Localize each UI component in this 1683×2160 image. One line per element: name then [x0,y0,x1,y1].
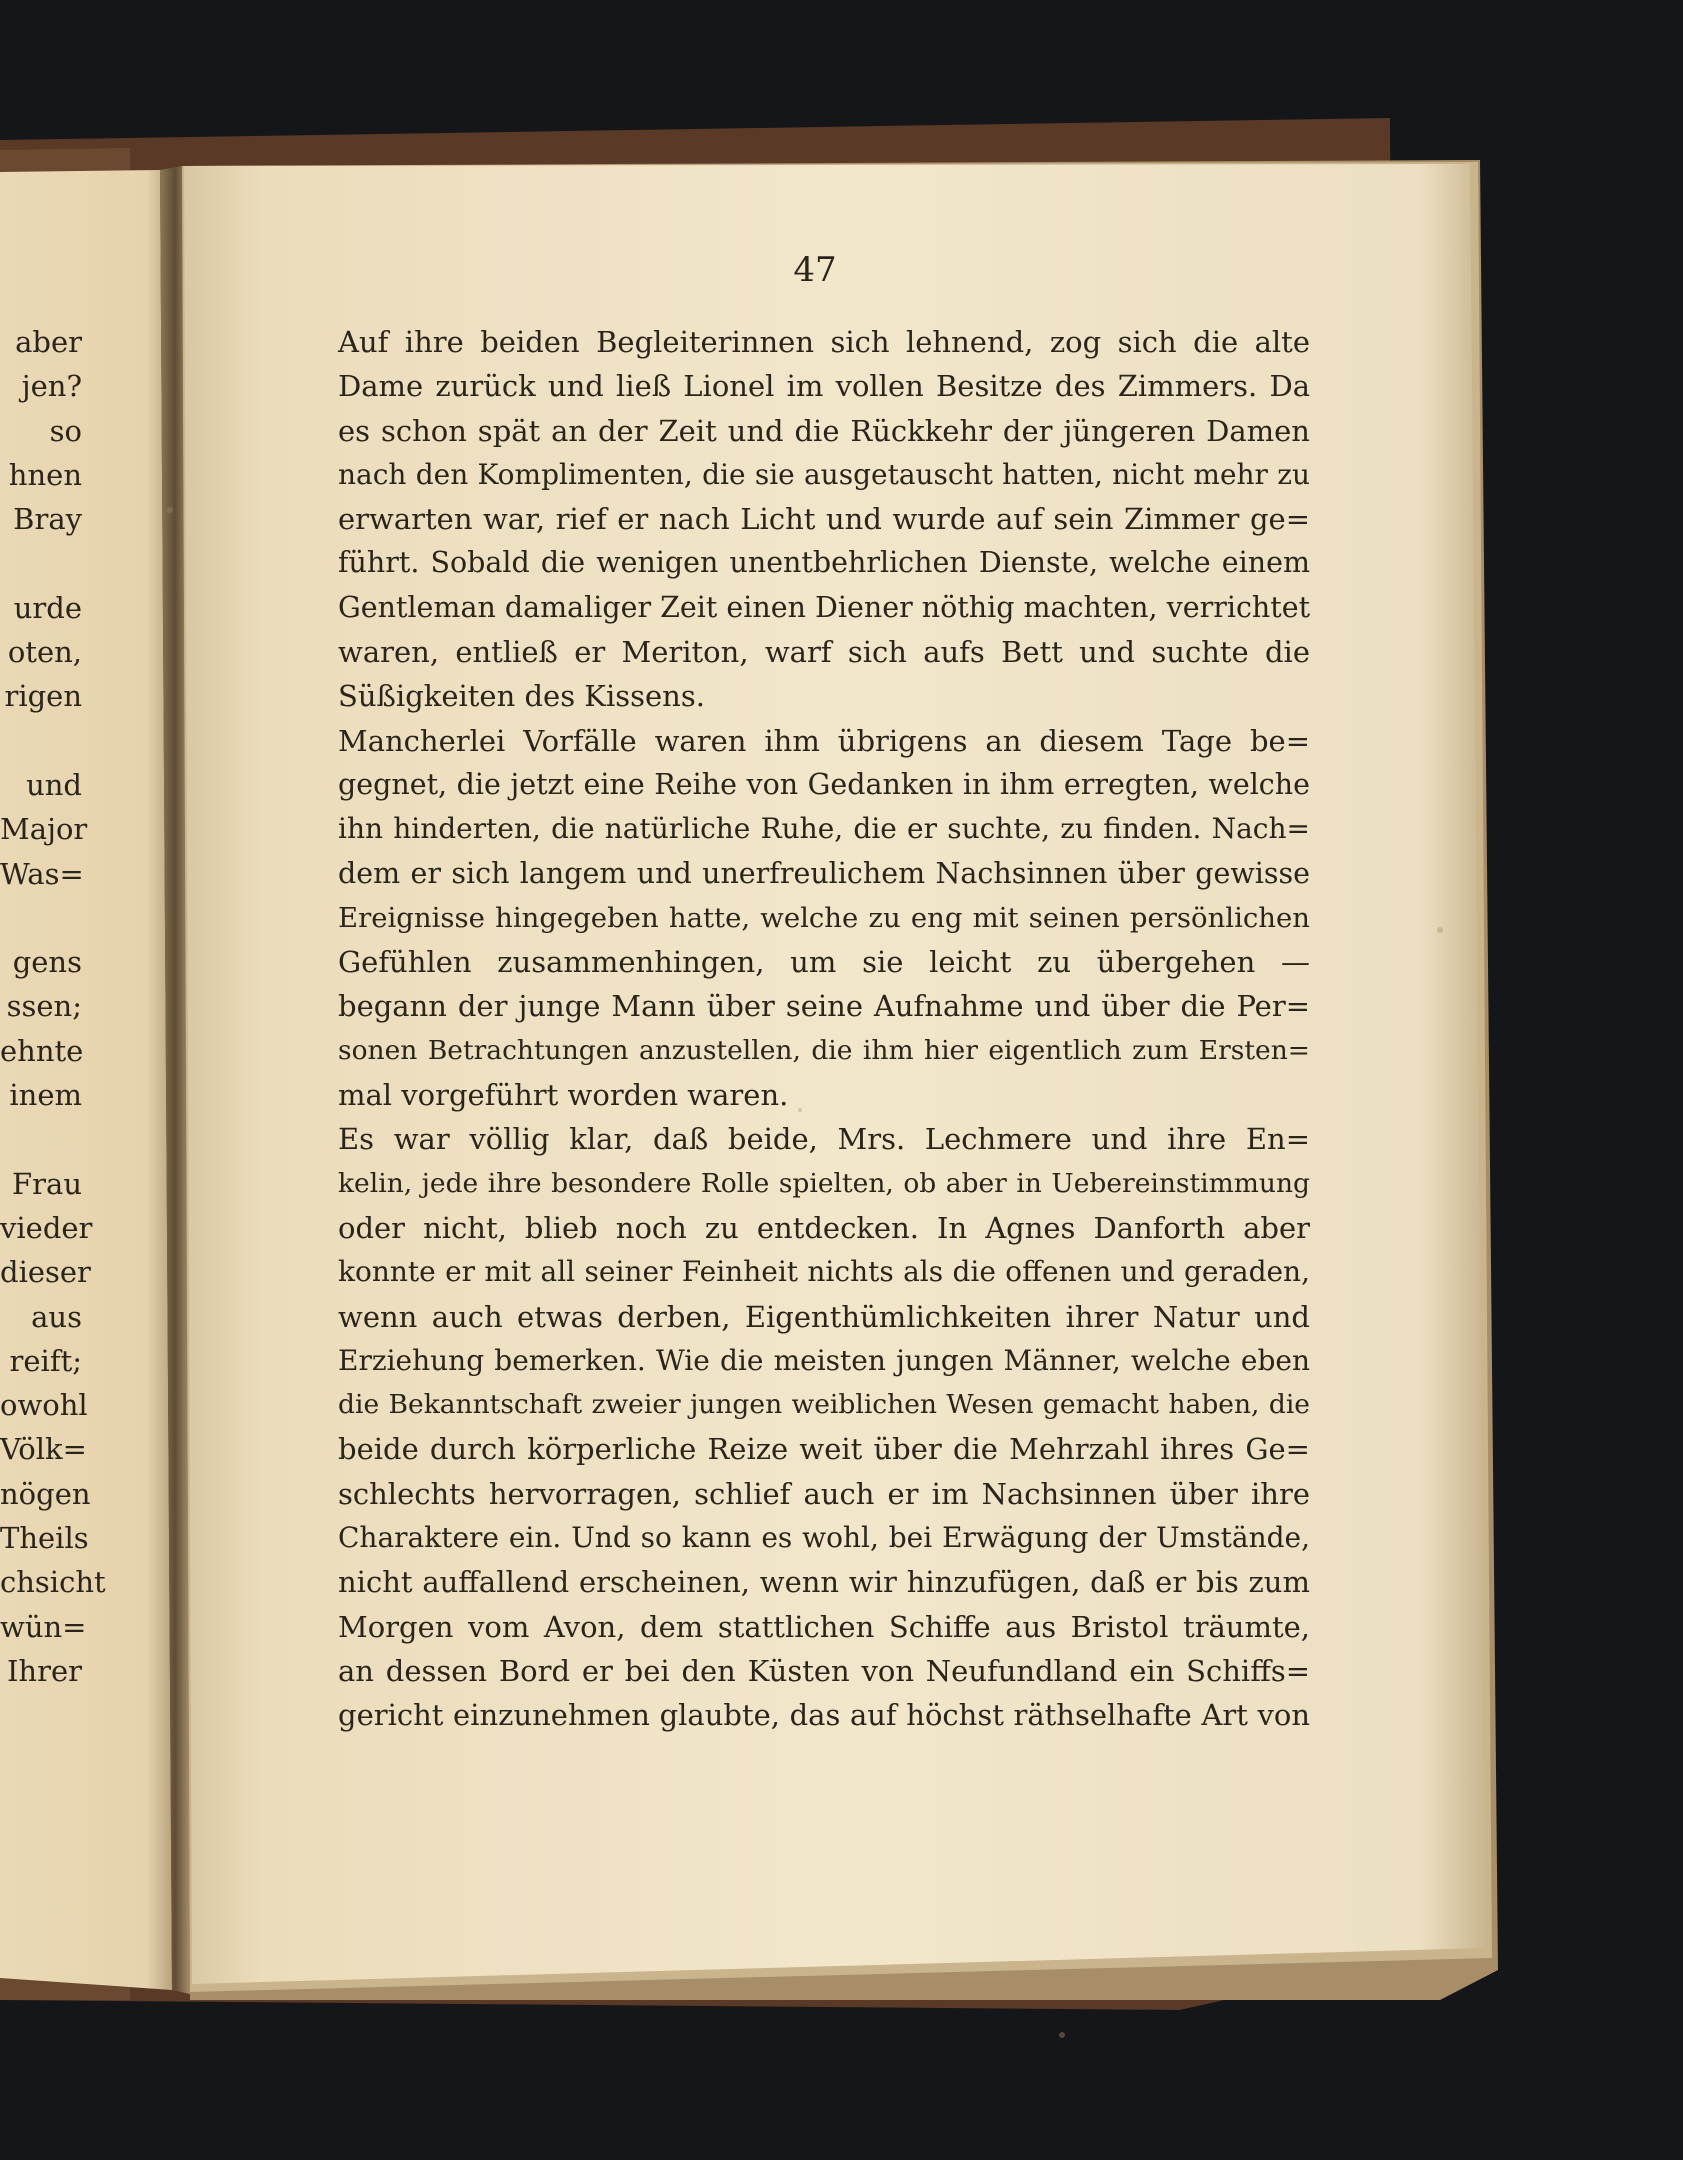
fragment-line: aber [15,325,82,359]
text-line: sonen Betrachtungen anzustellen, die ihm hier eigentlich zum Ersten= [338,1034,1310,1066]
fragment-line: reift; [9,1343,82,1378]
fragment-line: oten, [7,635,82,670]
text-line: schlechts hervorragen, schlief auch er im Nachsinnen über ihre [338,1476,1310,1511]
text-line: gericht einzunehmen glaubte, das auf höchst räthselhafte Art von [338,1698,1310,1733]
fragment-line: Ihrer [6,1653,82,1688]
text-line: die Bekanntschaft zweier jungen weiblichen Wesen gemacht haben, die [338,1389,1310,1421]
text-line: Gefühlen zusammenhingen, um sie leicht zu übergehen — [338,945,1310,980]
text-line: Mancherlei Vorfälle waren ihm übrigens an diesem Tage be= [338,723,1310,758]
text-line: mal vorgeführt worden waren. [338,1078,789,1113]
fragment-line: chsicht [0,1565,106,1600]
text-line: waren, entließ er Meriton, warf sich aufs Bett und suchte die [338,635,1310,670]
text-line: gegnet, die jetzt eine Reihe von Gedanken in ihm erregten, welche [338,767,1310,801]
text-line: Charaktere ein. Und so kann es wohl, bei Erwägung der Umstände, [338,1521,1310,1555]
text-line: oder nicht, blieb noch zu entdecken. In Agnes Danforth aber [338,1210,1310,1245]
text-line: nach den Komplimenten, die sie ausgetauscht hatten, nicht mehr zu [338,457,1310,491]
fragment-line: Bray [13,502,82,537]
facing-page-fragments [0,320,106,1693]
text-line: Morgen vom Avon, dem stattlichen Schiffe aus Bristol träumte, [338,1609,1310,1644]
fragment-line: inem [9,1078,82,1113]
text-line: wenn auch etwas derben, Eigenthümlichkeiten ihrer Natur und [338,1299,1310,1334]
fragment-line: rigen [4,679,82,714]
text-line: Gentleman damaliger Zeit einen Diener nöthig machten, verrichtet [338,590,1311,624]
body-text [338,320,1310,1738]
fragment-line: jen? [21,369,82,404]
text-line: Süßigkeiten des Kissens. [338,679,705,714]
text-line: beide durch körperliche Reize weit über die Mehrzahl ihres Ge= [338,1432,1310,1467]
fragment-line: Frau [12,1166,82,1201]
text-line: Auf ihre beiden Begleiterinnen sich lehnend, zog sich die alte [338,325,1310,359]
text-line: konnte er mit all seiner Feinheit nichts als die offenen und geraden, [338,1255,1310,1289]
text-line: erwarten war, rief er nach Licht und wurde auf sein Zimmer ge= [338,502,1310,537]
fragment-line: Völk= [0,1432,87,1467]
fragment-line: ssen; [6,989,82,1024]
page-number: 47 [793,250,837,290]
text-line: begann der junge Mann über seine Aufnahme und über die Per= [338,989,1310,1024]
fragment-line: dieser [0,1255,91,1290]
fragment-line [0,719,82,763]
fragment-line: nögen [0,1476,91,1511]
fragment-line: vieder [0,1210,93,1245]
fragment-line: und [26,767,82,802]
fragment-line [0,896,82,940]
fragment-line: Major [0,812,88,847]
fragment-line [0,1117,82,1161]
fragment-line: gens [12,945,82,980]
fragment-line: Theils [0,1521,89,1556]
fragment-line: owohl [0,1388,88,1423]
text-line: Erziehung bemerken. Wie die meisten jungen Männer, welche eben [338,1343,1310,1377]
text-line: Ereignisse hingegeben hatte, welche zu eng mit seinen persönlichen [338,901,1310,934]
fragment-line: hnen [8,457,82,492]
text-line: an dessen Bord er bei den Küsten von Neufundland ein Schiffs= [338,1653,1310,1688]
text-line: führt. Sobald die wenigen unentbehrlichen Dienste, welche einem [338,546,1310,580]
fragment-line: ehnte [0,1033,84,1068]
text-line: nicht auffallend erscheinen, wenn wir hinzufügen, daß er bis zum [338,1565,1310,1600]
text-line: es schon spät an der Zeit und die Rückkehr der jüngeren Damen [338,413,1310,448]
text-line: kelin, jede ihre besondere Rolle spielten, ob aber in Uebereinstimmung [338,1167,1310,1199]
fragment-line: so [49,413,82,448]
fragment-line [0,541,82,585]
text-line: Dame zurück und ließ Lionel im vollen Besitze des Zimmers. Da [338,369,1310,404]
text-line: ihn hinderten, die natürliche Ruhe, die er suchte, zu finden. Nach= [338,812,1310,846]
fragment-line: urde [13,590,82,625]
text-line: Es war völlig klar, daß beide, Mrs. Lechmere und ihre En= [338,1122,1310,1157]
text-line: dem er sich langem und unerfreulichem Nachsinnen über gewisse [338,856,1310,890]
fragment-line: wün= [0,1609,87,1644]
fragment-line: Was= [0,856,84,891]
fragment-line: aus [31,1299,82,1334]
